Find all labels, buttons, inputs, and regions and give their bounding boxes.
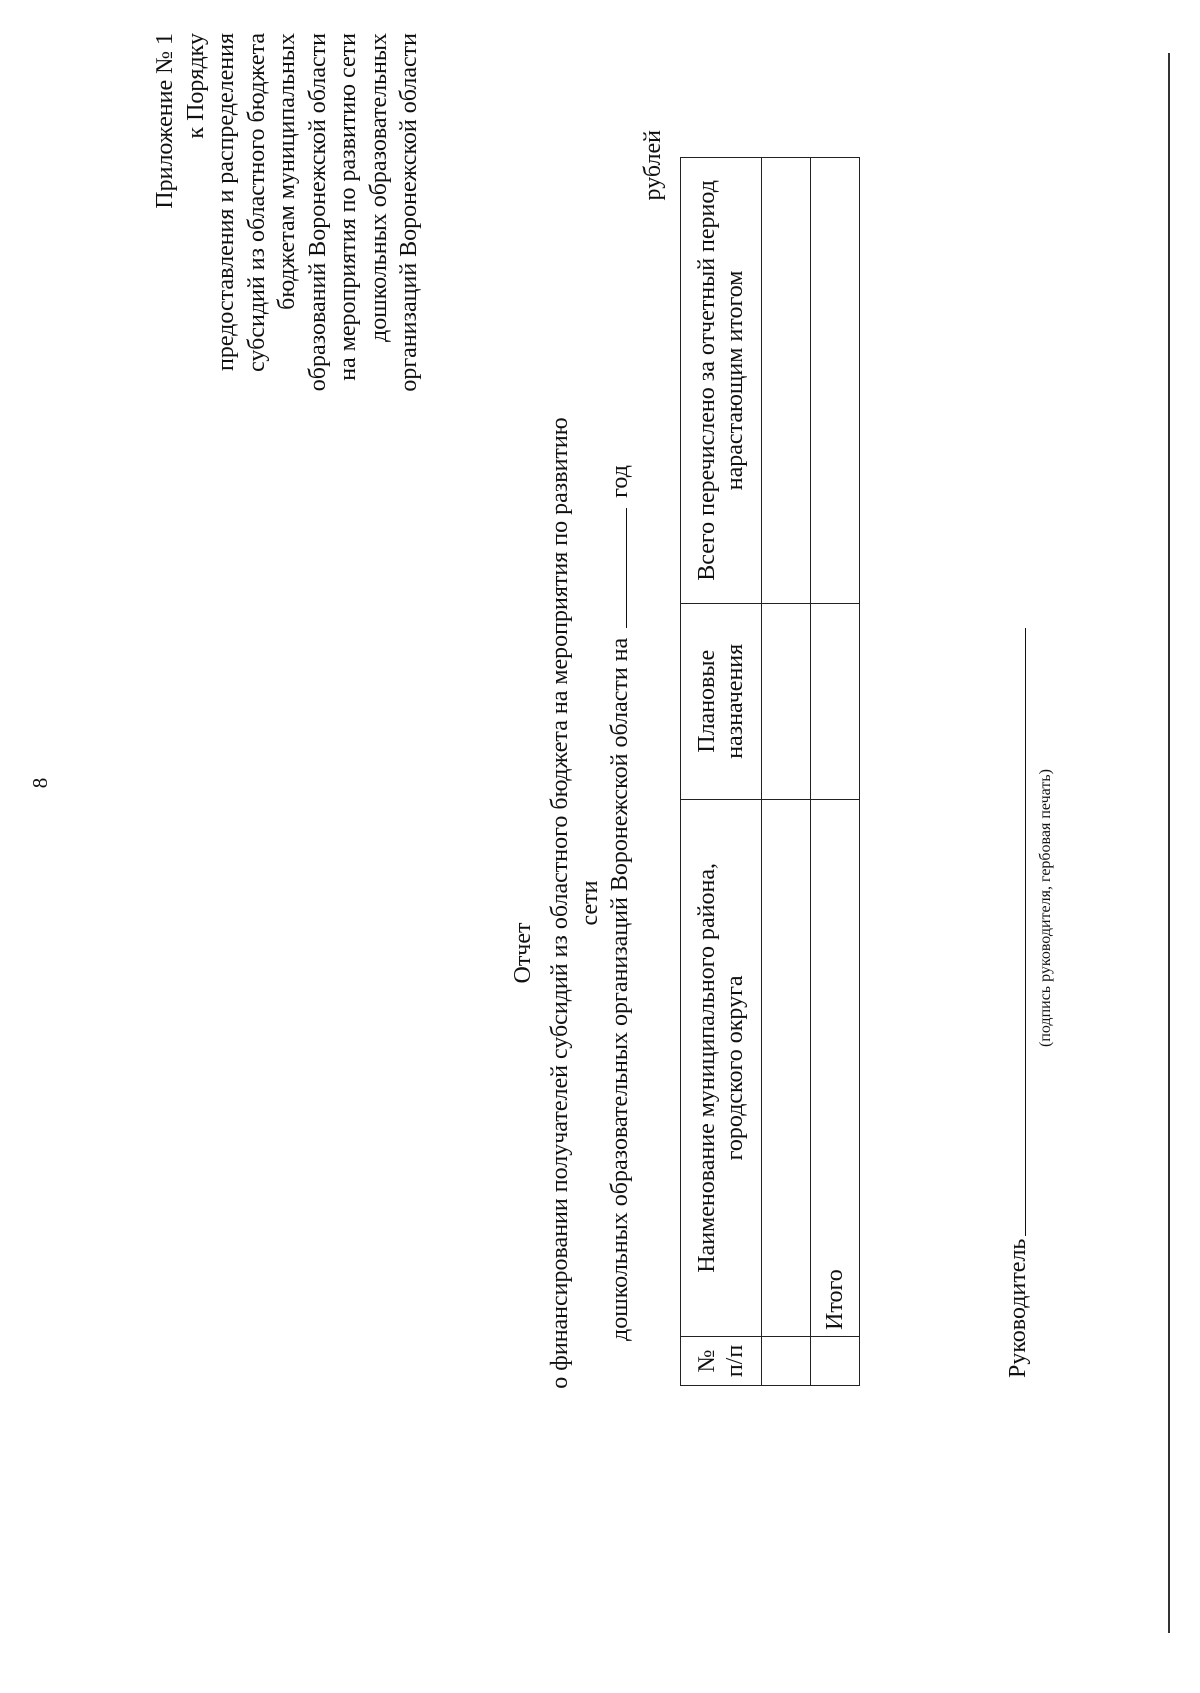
cell-name-total: Итого bbox=[811, 799, 860, 1336]
header-plan: Плановые назначения bbox=[681, 603, 762, 799]
appendix-line: субсидий из областного бюджета bbox=[243, 33, 270, 372]
table-row bbox=[762, 158, 811, 1386]
header-total: Всего перечислено за отчетный период нарастающим итогом bbox=[681, 158, 762, 604]
cell-num[interactable] bbox=[762, 1336, 811, 1385]
cell-total[interactable] bbox=[762, 158, 811, 604]
cell-plan[interactable] bbox=[762, 603, 811, 799]
cell-total[interactable] bbox=[811, 158, 860, 604]
report-subtitle-year-word: год bbox=[607, 465, 633, 498]
table-row-total bbox=[811, 158, 860, 1386]
signature-line[interactable] bbox=[1025, 628, 1026, 1236]
report-title: Отчет bbox=[510, 922, 536, 984]
page-number: 8 bbox=[28, 777, 52, 789]
report-subtitle-line1: о финансировании получателей субсидий из областного бюджета на мероприятия по развитию сети bbox=[547, 417, 603, 1389]
header-num: № п/п bbox=[681, 1336, 762, 1385]
cell-name[interactable] bbox=[762, 799, 811, 1336]
appendix-line: образований Воронежской области bbox=[304, 33, 331, 392]
signature-label: Руководитель bbox=[1005, 1238, 1031, 1378]
signature-block bbox=[1005, 578, 1095, 1378]
currency-label: рублей bbox=[640, 130, 666, 201]
appendix-line: организаций Воронежской области bbox=[396, 33, 422, 392]
appendix-line: Приложение № 1 bbox=[152, 33, 178, 209]
cell-plan[interactable] bbox=[811, 603, 860, 799]
year-blank-field[interactable] bbox=[606, 508, 627, 628]
report-subtitle-line2: дошкольных образовательных организаций Воронежской области на bbox=[607, 637, 633, 1341]
appendix-line: предоставления и распределения bbox=[213, 33, 239, 371]
header-name: Наименование муниципального района, городского округа bbox=[681, 799, 762, 1336]
appendix-line: дошкольных образовательных bbox=[365, 33, 392, 342]
appendix-line: бюджетам муниципальных bbox=[274, 33, 300, 310]
bottom-rule bbox=[1168, 53, 1170, 1633]
cell-num[interactable] bbox=[811, 1336, 860, 1385]
report-subtitle bbox=[545, 413, 635, 1393]
appendix-line: на мероприятия по развитию сети bbox=[335, 33, 361, 381]
appendix-line: к Порядку bbox=[182, 33, 209, 139]
signature-caption: (подпись руководителя, гербовая печать) bbox=[1037, 769, 1054, 1047]
report-table bbox=[680, 157, 860, 1386]
appendix-reference bbox=[150, 33, 425, 513]
table-header-row bbox=[681, 158, 762, 1386]
